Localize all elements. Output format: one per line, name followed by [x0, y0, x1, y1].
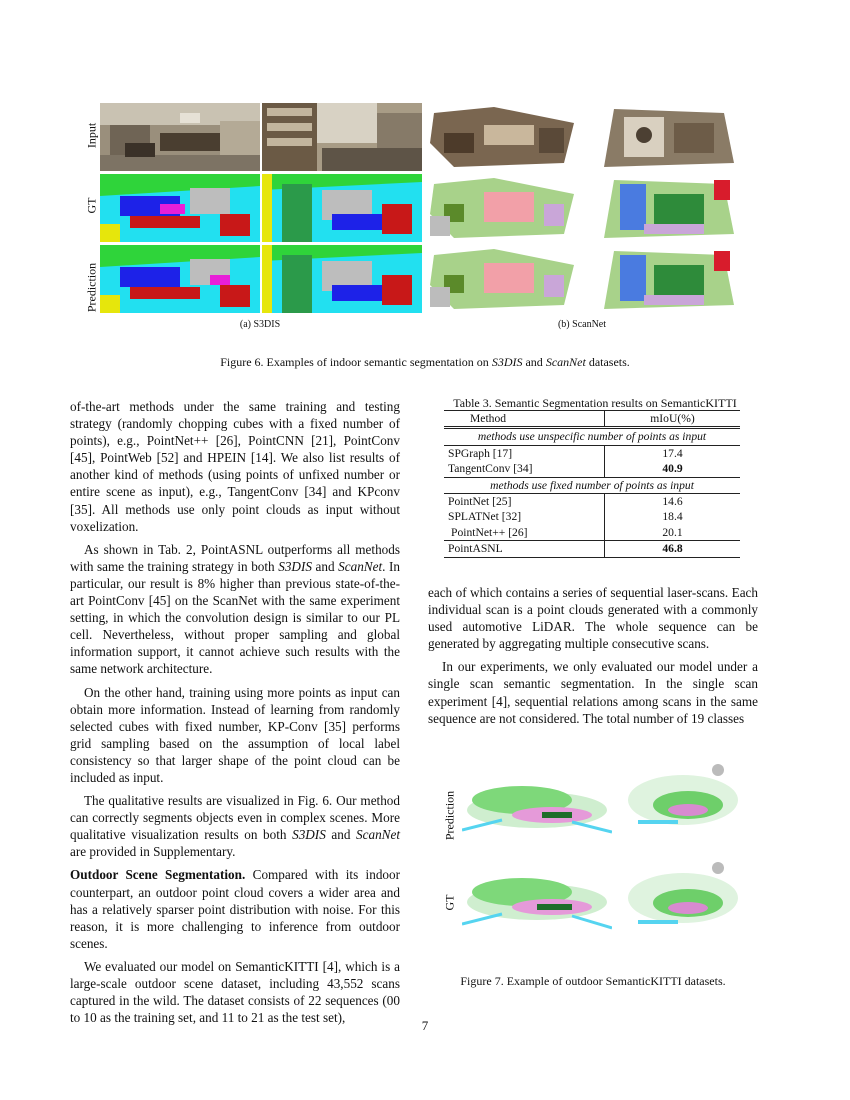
scannet-input-image-1: [424, 103, 582, 171]
scannet-prediction-image-2: [584, 245, 740, 313]
left-paragraph-1: of-the-art methods under the same training and testing strategy (randomly chopping cubes with a fixed number of points), e.g., PointNet++ [26], PointCNN [21], PointConv [45], PointWeb [52] and HPEIN [14]. We also list results of another kind of methods (using points of unfixed number or entire scene as input), e.g., TangentConv [34] and KPconv [35]. All methods use only point clouds as input without voxelization.: [70, 399, 400, 534]
row-method: SPLATNet [32]: [444, 509, 605, 524]
right-column: [428, 584, 758, 727]
table3: [444, 410, 740, 558]
fig6-caption-s3dis: S3DIS: [491, 355, 523, 369]
fig6-caption-scannet: ScanNet: [545, 355, 586, 369]
table-section-row: [444, 428, 740, 445]
fig6-row-label-gt: GT: [84, 197, 99, 214]
section1-label: methods use unspecific number of points as input: [444, 428, 740, 445]
table-header-row: [444, 411, 740, 428]
s3dis-gt-image-1: [100, 174, 260, 242]
row-miou: 40.9: [605, 461, 741, 477]
fig6-row-label-input: Input: [84, 122, 99, 149]
fig6-caption-suffix: datasets.: [585, 355, 630, 369]
left-paragraph-5: [70, 866, 400, 951]
p2-and: and: [311, 558, 339, 574]
left-column: [70, 398, 400, 1026]
table-row-ours: [444, 541, 740, 557]
fig6-row-label-prediction: Prediction: [84, 262, 99, 313]
row-method: PointNet [25]: [444, 494, 605, 510]
left-paragraph-3: On the other hand, training using more points as input can obtain more information. Instead of learning from randomly selected cubes with fixed number, KP-Conv [35] performs grid sampling based on the assumption of local label consistency so that larger shape of the point cloud can be included as input.: [70, 684, 400, 785]
left-paragraph-4: [70, 792, 400, 860]
scannet-input-image-2: [584, 103, 740, 171]
fig6-caption-text: Figure 6. Examples of indoor semantic segmentation on: [220, 355, 492, 369]
semantickitti-prediction-image-1: [462, 760, 612, 840]
p2-text-a: As shown in Tab. 2, PointASNL outperforms all methods with same the training strategy in both: [70, 541, 400, 574]
fig7-row-label-gt: GT: [442, 894, 457, 911]
fig6-caption: [0, 355, 850, 370]
p4-text-b: are provided in Supplementary.: [70, 844, 236, 860]
p5-body: Compared with its indoor counterpart, an outdoor point cloud covers a wider area and has a relatively sparser point distribution with noise. For this reason, it is more challenging to inference from outdoor scenes.: [70, 867, 400, 951]
table-row: [444, 509, 740, 524]
s3dis-prediction-image-2: [262, 245, 422, 313]
table-row: [444, 445, 740, 461]
fig6-subcaption-b: (b) ScanNet: [557, 319, 607, 330]
p2-text-b: . In particular, our result is 8% higher than previous state-of-the-art PointConv [45] on the ScanNet with the same experiment setting, in which the convolution design is similar to our PL cell. Nevertheless, without proper sampling and global information support, it cannot achieve such results with the same network architecture.: [70, 558, 400, 677]
page-number: 7: [421, 1018, 429, 1033]
scannet-gt-image-2: [584, 174, 740, 242]
s3dis-prediction-image-1: [100, 245, 260, 313]
row-miou: 20.1: [605, 525, 741, 541]
fig7-row-label-prediction: Prediction: [442, 790, 457, 841]
semantickitti-gt-image-1: [462, 852, 612, 937]
table-section-row: [444, 477, 740, 493]
p4-and: and: [325, 827, 357, 843]
row-miou: 18.4: [662, 510, 683, 524]
row-miou: 46.8: [605, 541, 741, 557]
col-header-miou: mIoU(%): [605, 411, 741, 428]
left-paragraph-2: [70, 541, 400, 678]
right-paragraph-2: In our experiments, we only evaluated our model under a single scan semantic segmentation. In the single scan experiment [4], sequential relations among scans in the same sequence are not considered. The total number of 19 classes: [428, 659, 758, 726]
table-row: [444, 525, 740, 541]
right-paragraph-1: each of which contains a series of sequential laser-scans. Each individual scan is a point clouds generated with a commonly used automotive LiDAR. The whole sequence can be generated by aggregating multiple consecutive scans.: [428, 585, 758, 652]
fig6-caption-and: and: [522, 355, 546, 369]
p4-text-a: The qualitative results are visualized in Fig. 6. Our method can correctly segments objects even in complex scenes. More qualitative visualization results on both: [70, 793, 400, 843]
table3-caption: Table 3. Semantic Segmentation results on SemanticKITTI: [453, 396, 737, 410]
table-row: [444, 461, 740, 477]
left-paragraph-6: We evaluated our model on SemanticKITTI [4], which is a large-scale outdoor scene dataset, including 43,552 scans captured in the wild. The dataset consists of 22 sequences (00 to 10 as the training set, and 11 to 21 as the test set),: [70, 958, 400, 1026]
semantickitti-prediction-image-2: [618, 750, 748, 840]
fig7-caption: Figure 7. Example of outdoor SemanticKITTI datasets.: [460, 974, 726, 988]
outdoor-section-heading: Outdoor Scene Segmentation.: [70, 867, 246, 883]
semantickitti-gt-image-2: [618, 848, 748, 938]
scannet-gt-image-1: [424, 174, 582, 242]
p4-s3dis: S3DIS: [292, 827, 326, 843]
col-header-method: Method: [444, 411, 605, 428]
s3dis-input-image-2: [262, 103, 422, 171]
p2-s3dis: S3DIS: [278, 558, 312, 574]
p4-scannet: ScanNet: [356, 827, 400, 843]
row-method: TangentConv [34]: [444, 461, 605, 477]
row-miou: 14.6: [662, 495, 683, 509]
table-row: [444, 494, 740, 510]
section2-label: methods use fixed number of points as input: [444, 477, 740, 493]
fig6-subcaption-a: (a) S3DIS: [239, 319, 281, 330]
row-method: PointNet++ [26]: [444, 525, 605, 541]
p2-scannet: ScanNet: [338, 558, 383, 574]
s3dis-gt-image-2: [262, 174, 422, 242]
row-miou: 17.4: [662, 446, 683, 460]
row-method: SPGraph [17]: [444, 445, 605, 461]
row-method: PointASNL: [444, 541, 605, 557]
s3dis-input-image-1: [100, 103, 260, 171]
scannet-prediction-image-1: [424, 245, 582, 313]
